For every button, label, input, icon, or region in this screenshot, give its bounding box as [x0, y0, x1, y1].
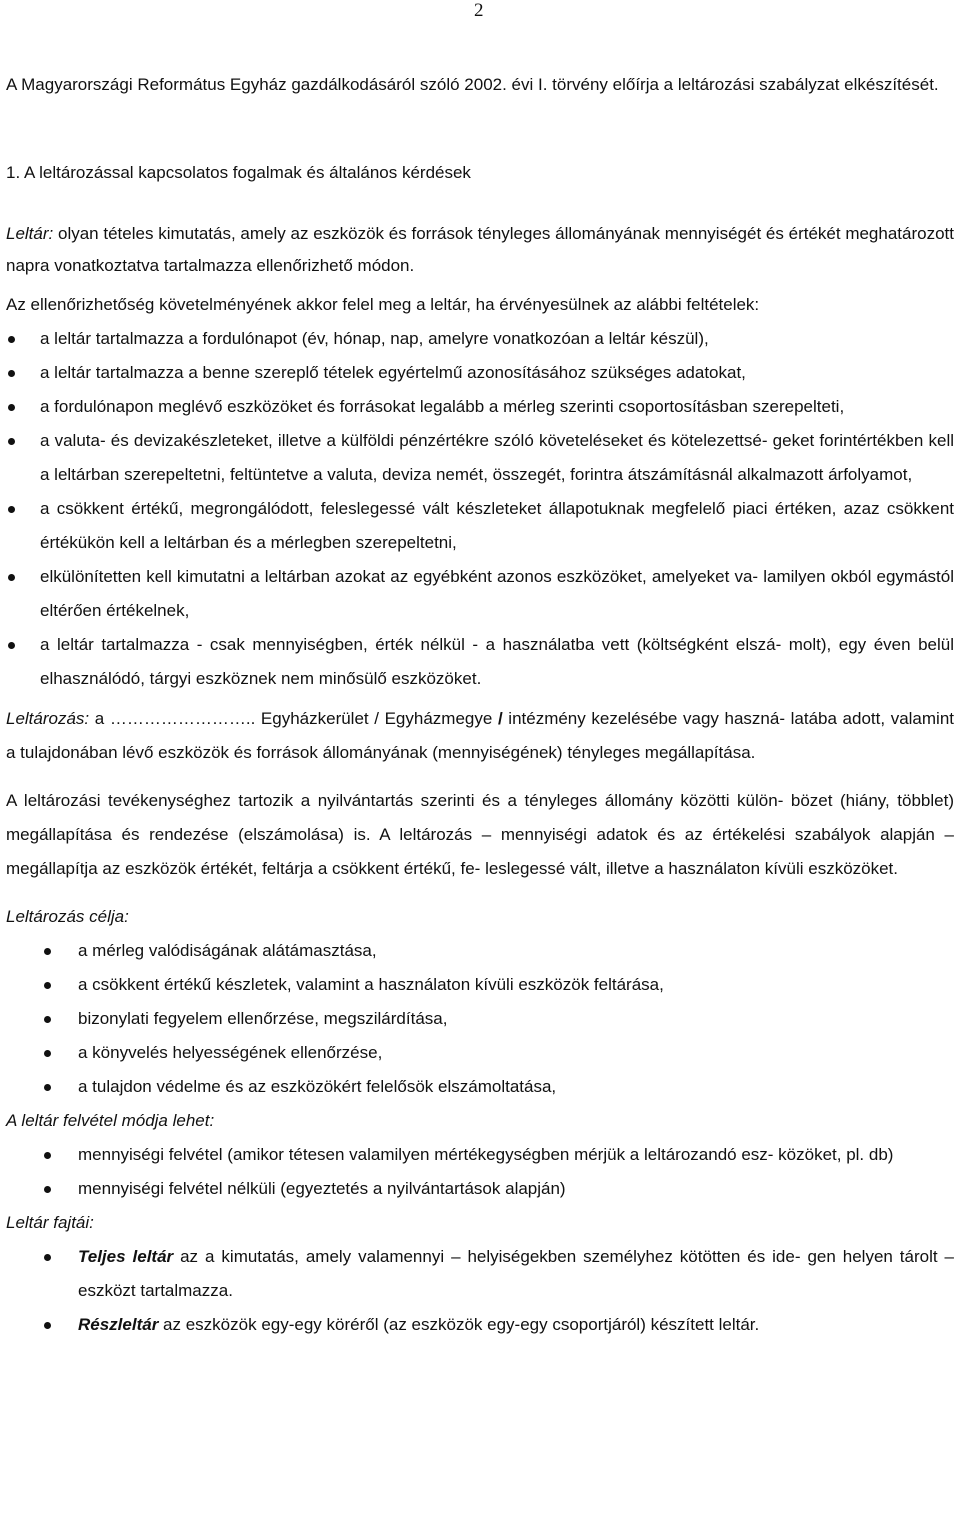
bullet-icon [8, 642, 15, 649]
list-item: a leltár tartalmazza a benne szereplő tételek egyértelmű azonosításához szükséges adatokat, [6, 356, 954, 390]
leltar-definition [6, 218, 954, 282]
bullet-icon [8, 438, 15, 445]
list-item: Részleltár az eszközök egy-egy köréről (az eszközök egy-egy csoportjáról) készített leltár. [6, 1308, 954, 1342]
bullet-icon [44, 1084, 51, 1091]
intro-paragraph: A Magyarországi Református Egyház gazdálkodásáról szóló 2002. évi I. törvény előírja a leltározási szabályzat elkészítését. [6, 75, 939, 94]
bullet-icon [44, 1254, 51, 1261]
felvetel-list [6, 1138, 954, 1206]
section-heading: 1. A leltározással kapcsolatos fogalmak és általános kérdések [6, 163, 471, 182]
leltarozas-definition: Leltározás: a …………………….. Egyházkerület / Egyházmegye / intézmény kezelésébe vagy haszná- latába adott, valamint a tulajdonában lévő eszközök és források állományának (mennyiségének) tényleges megállapítása. [6, 709, 954, 762]
bullet-icon [8, 574, 15, 581]
bullet-icon [8, 506, 15, 513]
list-item: elkülönítetten kell kimutatni a leltárban azokat az egyébként azonos eszközöket, amelyeket va- lamilyen okból egymástól eltérően értékelnek, [6, 560, 954, 628]
celja-title: Leltározás célja: [6, 907, 129, 926]
page-number: 2 [474, 0, 484, 21]
list-item: Teljes leltár az a kimutatás, amely valamennyi – helyiségekben személyhez kötötten és ide- gen helyen tárolt – eszközt tartalmazza. [6, 1240, 954, 1308]
list-item: mennyiségi felvétel nélküli (egyeztetés a nyilvántartások alapján) [6, 1172, 954, 1206]
bullet-icon [44, 982, 51, 989]
leltar-term: Leltár: [6, 224, 54, 243]
list-item: bizonylati fegyelem ellenőrzése, megszilárdítása, [6, 1002, 954, 1036]
ellenorizhetoseg-intro: Az ellenőrizhetőség követelményének akkor felel meg a leltár, ha érvényesülnek az alábbi feltételek: [6, 295, 760, 314]
list-item: mennyiségi felvétel (amikor tétesen valamilyen mértékegységben mérjük a leltározandó esz- közöket, pl. db) [6, 1138, 954, 1172]
fajtai-list [6, 1240, 954, 1342]
list-item: a leltár tartalmazza a fordulónapot (év, hónap, nap, amelyre vonatkozóan a leltár készül), [6, 322, 954, 356]
bullet-icon [44, 1152, 51, 1159]
leltarozas-term: Leltározás: [6, 709, 90, 728]
tevekenyseg-paragraph: A leltározási tevékenységhez tartozik a nyilvántartás szerinti és a tényleges állomány közötti külön- bözet (hiány, többlet) megállapítása és rendezése (elszámolása) is. A leltározás – mennyiségi adatok és az értékelési szabályok alapján – megállapítja az eszközök értékét, feltárja a csökkent értékű, fe- leslegessé vált, illetve a használaton kívüli eszközöket. [6, 791, 954, 878]
document-body [6, 218, 954, 1342]
bullet-icon [8, 404, 15, 411]
list-item: a csökkent értékű készletek, valamint a használaton kívüli eszközök feltárása, [6, 968, 954, 1002]
ellenorizhetoseg-list [6, 322, 954, 696]
list-item: a valuta- és devizakészleteket, illetve a külföldi pénzértékre szóló követeléseket és kötelezettsé- geket forintértékben kell a leltárban szerepeltetni, feltüntetve a valuta, deviza nemét, összegét, forintra átszámításnál alkalmazott árfolyamot, [6, 424, 954, 492]
list-item: a csökkent értékű, megrongálódott, feleslegessé vált készleteket állapotuknak megfelelő piaci értéken, azaz csökkent értékükön kell a leltárban és a mérlegben szerepeltetni, [6, 492, 954, 560]
leltar-definition-text: olyan tételes kimutatás, amely az eszközök és források tényleges állományának mennyiségét és értékét meghatározott napra vonatkoztatva tartalmazza ellenőrizhető módon. [6, 224, 954, 275]
bullet-icon [44, 1016, 51, 1023]
fajtai-title: Leltár fajtái: [6, 1213, 94, 1232]
list-item: a fordulónapon meglévő eszközöket és forrásokat legalább a mérleg szerinti csoportosításban szerepelteti, [6, 390, 954, 424]
list-item: a könyvelés helyességének ellenőrzése, [6, 1036, 954, 1070]
list-item: a tulajdon védelme és az eszközökért felelősök elszámoltatása, [6, 1070, 954, 1104]
bullet-icon [44, 1322, 51, 1329]
bullet-icon [8, 370, 15, 377]
bullet-icon [8, 336, 15, 343]
bullet-icon [44, 1050, 51, 1057]
celja-list [6, 934, 954, 1104]
list-item: a mérleg valódiságának alátámasztása, [6, 934, 954, 968]
felvetel-title: A leltár felvétel módja lehet: [6, 1111, 215, 1130]
bullet-icon [44, 1186, 51, 1193]
list-item: a leltár tartalmazza - csak mennyiségben, érték nélkül - a használatba vett (költségként elszá- molt), egy éven belül elhasználódó, tárgyi eszköznek nem minősülő eszközöket. [6, 628, 954, 696]
bullet-icon [44, 948, 51, 955]
